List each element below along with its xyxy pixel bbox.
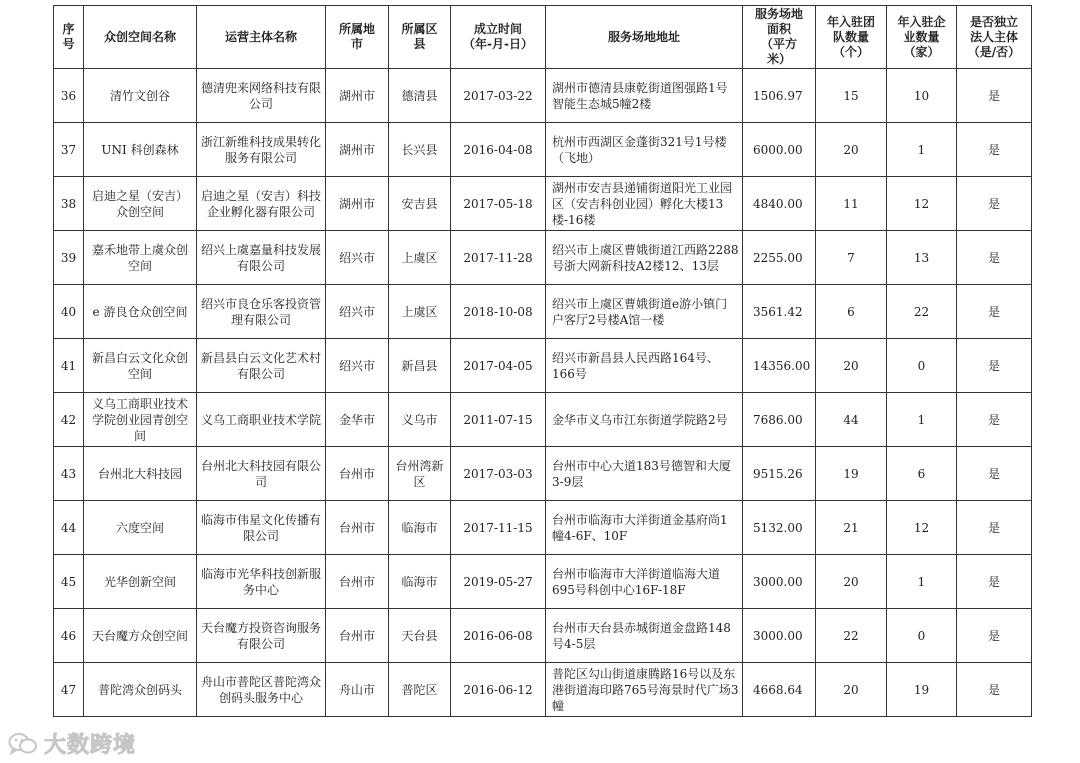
col-header-area: 服务场地 面积 （平方 米） — [743, 6, 816, 69]
cell-index: 47 — [54, 663, 84, 717]
col-header-space-name: 众创空间名称 — [84, 6, 197, 69]
cell-founded: 2019-05-27 — [451, 555, 546, 609]
cell-operator: 绍兴上虞嘉量科技发展有限公司 — [197, 231, 326, 285]
cell-area: 1506.97 — [743, 69, 816, 123]
cell-county: 新昌县 — [389, 339, 451, 393]
cell-operator: 浙江新维科技成果转化服务有限公司 — [197, 123, 326, 177]
cell-index: 46 — [54, 609, 84, 663]
cell-county: 上虞区 — [389, 231, 451, 285]
cell-county: 安吉县 — [389, 177, 451, 231]
cell-founded: 2016-06-08 — [451, 609, 546, 663]
cell-area: 7686.00 — [743, 393, 816, 447]
cell-area: 4840.00 — [743, 177, 816, 231]
cell-city: 舟山市 — [326, 663, 389, 717]
cell-index: 41 — [54, 339, 84, 393]
cell-space-name: 光华创新空间 — [84, 555, 197, 609]
cell-teams: 11 — [816, 177, 887, 231]
table-row — [54, 501, 1032, 555]
cell-legal-entity: 是 — [957, 69, 1032, 123]
cell-operator: 义乌工商职业技术学院 — [197, 393, 326, 447]
cell-legal-entity: 是 — [957, 609, 1032, 663]
cell-city: 绍兴市 — [326, 339, 389, 393]
cell-space-name: e 游良仓众创空间 — [84, 285, 197, 339]
cell-companies: 22 — [887, 285, 957, 339]
cell-space-name: 台州北大科技园 — [84, 447, 197, 501]
table-body — [54, 69, 1032, 717]
cell-teams: 15 — [816, 69, 887, 123]
cell-city: 湖州市 — [326, 69, 389, 123]
cell-operator: 天台魔方投资咨询服务有限公司 — [197, 609, 326, 663]
cell-companies: 19 — [887, 663, 957, 717]
cell-index: 36 — [54, 69, 84, 123]
cell-index: 38 — [54, 177, 84, 231]
cell-legal-entity: 是 — [957, 663, 1032, 717]
cell-founded: 2017-05-18 — [451, 177, 546, 231]
cell-address: 绍兴市新昌县人民西路164号、166号 — [546, 339, 743, 393]
cell-legal-entity: 是 — [957, 339, 1032, 393]
cell-county: 天台县 — [389, 609, 451, 663]
table-row — [54, 177, 1032, 231]
cell-address: 台州市中心大道183号德智和大厦3-9层 — [546, 447, 743, 501]
cell-operator: 临海市伟星文化传播有限公司 — [197, 501, 326, 555]
col-header-address: 服务场地地址 — [546, 6, 743, 69]
cell-teams: 20 — [816, 123, 887, 177]
table-row — [54, 555, 1032, 609]
cell-county: 普陀区 — [389, 663, 451, 717]
cell-founded: 2016-04-08 — [451, 123, 546, 177]
table-row — [54, 69, 1032, 123]
cell-city: 台州市 — [326, 609, 389, 663]
cell-address: 台州市天台县赤城街道金盘路148号4-5层 — [546, 609, 743, 663]
cell-city: 台州市 — [326, 555, 389, 609]
cell-area: 9515.26 — [743, 447, 816, 501]
cell-space-name: 六度空间 — [84, 501, 197, 555]
table-header-row — [54, 6, 1032, 69]
cell-address: 湖州市德清县康乾街道图强路1号智能生态城5幢2楼 — [546, 69, 743, 123]
cell-space-name: 清竹文创谷 — [84, 69, 197, 123]
cell-companies: 6 — [887, 447, 957, 501]
cell-city: 台州市 — [326, 447, 389, 501]
cell-legal-entity: 是 — [957, 231, 1032, 285]
cell-address: 普陀区勾山街道康腾路16号以及东港街道海印路765号海景时代广场3幢 — [546, 663, 743, 717]
cell-teams: 22 — [816, 609, 887, 663]
cell-city: 湖州市 — [326, 123, 389, 177]
cell-teams: 19 — [816, 447, 887, 501]
cell-teams: 20 — [816, 663, 887, 717]
col-header-legal-entity: 是否独立 法人主体 （是/否） — [957, 6, 1032, 69]
cell-space-name: UNI 科创森林 — [84, 123, 197, 177]
cell-county: 临海市 — [389, 555, 451, 609]
cell-space-name: 新昌白云文化众创空间 — [84, 339, 197, 393]
cell-address: 杭州市西湖区金蓬街321号1号楼（飞地） — [546, 123, 743, 177]
cell-legal-entity: 是 — [957, 555, 1032, 609]
cell-companies: 1 — [887, 393, 957, 447]
col-header-teams: 年入驻团 队数量 （个） — [816, 6, 887, 69]
cell-index: 37 — [54, 123, 84, 177]
col-header-county: 所属区 县 — [389, 6, 451, 69]
cell-county: 临海市 — [389, 501, 451, 555]
col-header-index: 序 号 — [54, 6, 84, 69]
cell-companies: 1 — [887, 555, 957, 609]
table-row — [54, 285, 1032, 339]
watermark — [8, 728, 136, 759]
cell-legal-entity: 是 — [957, 501, 1032, 555]
cell-companies: 0 — [887, 609, 957, 663]
cell-address: 绍兴市上虞区曹娥街道江西路2288号浙大网新科技A2楼12、13层 — [546, 231, 743, 285]
cell-teams: 6 — [816, 285, 887, 339]
cell-county: 德清县 — [389, 69, 451, 123]
cell-operator: 新昌县白云文化艺术村有限公司 — [197, 339, 326, 393]
col-header-founded: 成立时间 （年-月-日） — [451, 6, 546, 69]
cell-companies: 12 — [887, 501, 957, 555]
cell-city: 绍兴市 — [326, 285, 389, 339]
cell-city: 绍兴市 — [326, 231, 389, 285]
cell-founded: 2018-10-08 — [451, 285, 546, 339]
cell-area: 5132.00 — [743, 501, 816, 555]
cell-operator: 舟山市普陀区普陀湾众创码头服务中心 — [197, 663, 326, 717]
cell-founded: 2017-11-28 — [451, 231, 546, 285]
cell-teams: 7 — [816, 231, 887, 285]
cell-index: 40 — [54, 285, 84, 339]
cell-address: 绍兴市上虞区曹娥街道e游小镇门户客厅2号楼A馆一楼 — [546, 285, 743, 339]
cell-city: 金华市 — [326, 393, 389, 447]
cell-companies: 10 — [887, 69, 957, 123]
cell-index: 45 — [54, 555, 84, 609]
cell-founded: 2016-06-12 — [451, 663, 546, 717]
watermark-text: 大数跨境 — [44, 733, 137, 758]
table-row — [54, 447, 1032, 501]
cell-founded: 2011-07-15 — [451, 393, 546, 447]
cell-founded: 2017-03-22 — [451, 69, 546, 123]
cell-area: 3000.00 — [743, 609, 816, 663]
cell-teams: 20 — [816, 339, 887, 393]
table-row — [54, 339, 1032, 393]
cell-address: 湖州市安吉县递铺街道阳光工业园区（安吉科创业园）孵化大楼13楼-16楼 — [546, 177, 743, 231]
table-row — [54, 663, 1032, 717]
cell-area: 4668.64 — [743, 663, 816, 717]
cell-companies: 1 — [887, 123, 957, 177]
cell-operator: 德清兜来网络科技有限公司 — [197, 69, 326, 123]
col-header-operator: 运营主体名称 — [197, 6, 326, 69]
cell-legal-entity: 是 — [957, 393, 1032, 447]
cell-county: 长兴县 — [389, 123, 451, 177]
table-row — [54, 231, 1032, 285]
cell-operator: 临海市光华科技创新服务中心 — [197, 555, 326, 609]
cell-founded: 2017-04-05 — [451, 339, 546, 393]
cell-county: 上虞区 — [389, 285, 451, 339]
cell-legal-entity: 是 — [957, 285, 1032, 339]
cell-space-name: 天台魔方众创空间 — [84, 609, 197, 663]
table-row — [54, 609, 1032, 663]
cell-area: 6000.00 — [743, 123, 816, 177]
table-row — [54, 393, 1032, 447]
cell-address: 台州市临海市大洋街道金基府尚1幢4-6F、10F — [546, 501, 743, 555]
cell-legal-entity: 是 — [957, 123, 1032, 177]
cell-city: 湖州市 — [326, 177, 389, 231]
cell-address: 台州市临海市大洋街道临海大道695号科创中心16F-18F — [546, 555, 743, 609]
cell-legal-entity: 是 — [957, 177, 1032, 231]
cell-companies: 13 — [887, 231, 957, 285]
cell-space-name: 启迪之星（安吉）众创空间 — [84, 177, 197, 231]
cell-founded: 2017-03-03 — [451, 447, 546, 501]
cell-index: 44 — [54, 501, 84, 555]
cell-area: 3000.00 — [743, 555, 816, 609]
cell-index: 39 — [54, 231, 84, 285]
cell-operator: 台州北大科技园有限公司 — [197, 447, 326, 501]
cell-teams: 44 — [816, 393, 887, 447]
cell-space-name: 普陀湾众创码头 — [84, 663, 197, 717]
cell-county: 台州湾新区 — [389, 447, 451, 501]
cell-index: 43 — [54, 447, 84, 501]
cell-founded: 2017-11-15 — [451, 501, 546, 555]
cell-teams: 20 — [816, 555, 887, 609]
cell-operator: 绍兴市良仓乐客投资管理有限公司 — [197, 285, 326, 339]
col-header-city: 所属地 市 — [326, 6, 389, 69]
cell-county: 义乌市 — [389, 393, 451, 447]
cell-area: 3561.42 — [743, 285, 816, 339]
cell-space-name: 嘉禾地带上虞众创空间 — [84, 231, 197, 285]
cell-legal-entity: 是 — [957, 447, 1032, 501]
cell-companies: 12 — [887, 177, 957, 231]
table-row — [54, 123, 1032, 177]
wechat-logo-icon — [8, 731, 38, 757]
cell-address: 金华市义乌市江东街道学院路2号 — [546, 393, 743, 447]
data-table — [53, 5, 1032, 717]
cell-companies: 0 — [887, 339, 957, 393]
cell-area: 14356.00 — [743, 339, 816, 393]
cell-space-name: 义乌工商职业技术学院创业园青创空间 — [84, 393, 197, 447]
cell-teams: 21 — [816, 501, 887, 555]
cell-city: 台州市 — [326, 501, 389, 555]
cell-index: 42 — [54, 393, 84, 447]
col-header-companies: 年入驻企 业数量 （家） — [887, 6, 957, 69]
cell-area: 2255.00 — [743, 231, 816, 285]
cell-operator: 启迪之星（安吉）科技企业孵化器有限公司 — [197, 177, 326, 231]
